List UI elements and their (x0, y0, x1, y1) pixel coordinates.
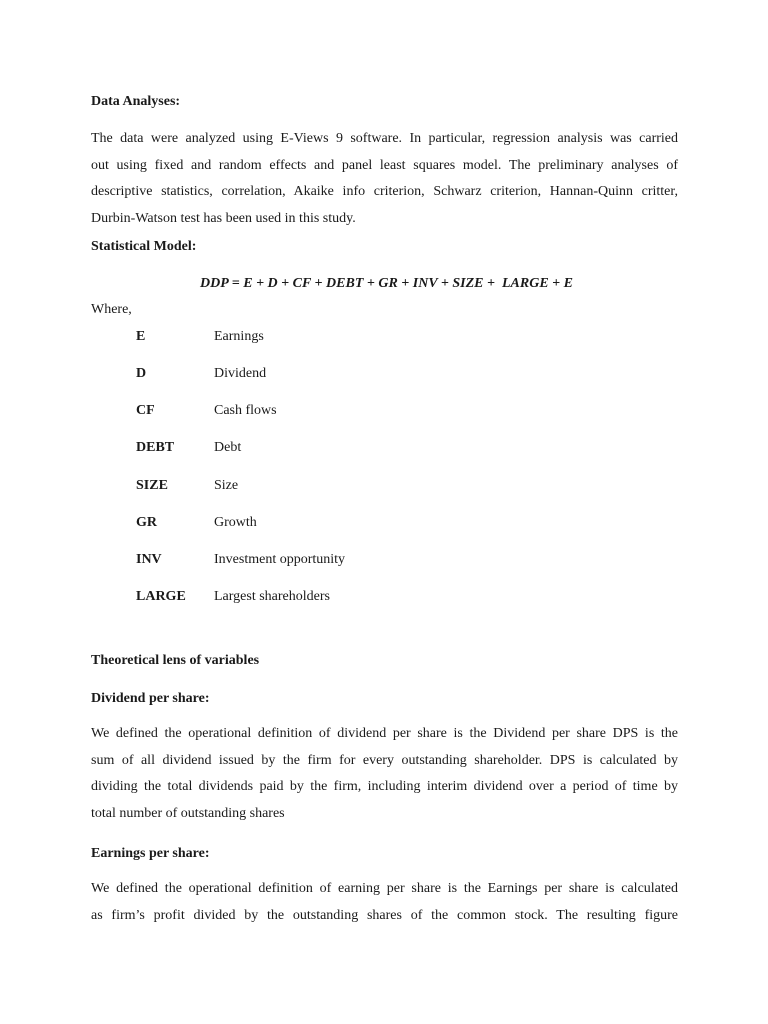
paragraph-line: dividing the total dividends paid by the firm, including interim dividend over a period of time by (91, 779, 678, 794)
statistical-model-heading: Statistical Model: (91, 239, 197, 254)
data-analyses-paragraph (91, 126, 678, 232)
variable-row (0, 514, 768, 532)
variable-description: Dividend (214, 366, 267, 381)
variable-abbreviation: INV (136, 552, 162, 567)
variable-row (0, 551, 768, 569)
paragraph-line: We defined the operational definition of dividend per share is the Dividend per share DPS is the (91, 726, 678, 741)
variable-abbreviation: CF (136, 403, 155, 418)
data-analyses-heading: Data Analyses: (91, 94, 181, 109)
variable-row (0, 588, 768, 606)
dividend-per-share-heading: Dividend per share: (91, 691, 210, 706)
variable-description: Investment opportunity (214, 552, 346, 567)
dividend-per-share-paragraph (91, 721, 678, 827)
variable-abbreviation: SIZE (136, 478, 168, 493)
paragraph-line: sum of all dividend issued by the firm for every outstanding shareholder. DPS is calculated by (91, 752, 678, 768)
earnings-per-share-heading: Earnings per share: (91, 846, 210, 861)
variable-row (0, 328, 768, 346)
variable-row (0, 477, 768, 495)
variable-abbreviation: E (136, 329, 146, 344)
paragraph-line: as firm’s profit divided by the outstanding shares of the common stock. The resulting figure (91, 907, 678, 923)
variable-row (0, 439, 768, 457)
variable-abbreviation: GR (136, 515, 157, 530)
paragraph-line: descriptive statistics, correlation, Akaike info criterion, Schwarz criterion, Hannan-Quinn critter, (91, 184, 678, 199)
variable-row (0, 365, 768, 383)
variable-description: Cash flows (214, 403, 277, 418)
theoretical-lens-heading: Theoretical lens of variables (91, 653, 260, 668)
variable-abbreviation: DEBT (136, 440, 175, 455)
variable-abbreviation: D (136, 366, 147, 381)
variable-row (0, 402, 768, 420)
variable-description: Debt (214, 440, 242, 455)
paragraph-line: The data were analyzed using E-Views 9 software. In particular, regression analysis was carried (91, 131, 678, 146)
paragraph-line: Durbin-Watson test has been used in this study. (91, 210, 356, 226)
variable-description: Largest shareholders (214, 589, 330, 604)
model-equation: DDP = E + D + CF + DEBT + GR + INV + SIZE + LARGE + E (200, 276, 573, 291)
paragraph-line: We defined the operational definition of earning per share is the Earnings per share is calculated (91, 881, 678, 896)
variable-description: Growth (214, 515, 257, 530)
paragraph-line: out using fixed and random effects and panel least squares model. The preliminary analyses of (91, 157, 678, 173)
where-label: Where, (91, 302, 132, 317)
variable-description: Earnings (214, 329, 264, 344)
earnings-per-share-paragraph (91, 876, 678, 929)
paragraph-line: total number of outstanding shares (91, 805, 285, 821)
variable-description: Size (214, 478, 239, 493)
variable-abbreviation: LARGE (136, 589, 186, 604)
